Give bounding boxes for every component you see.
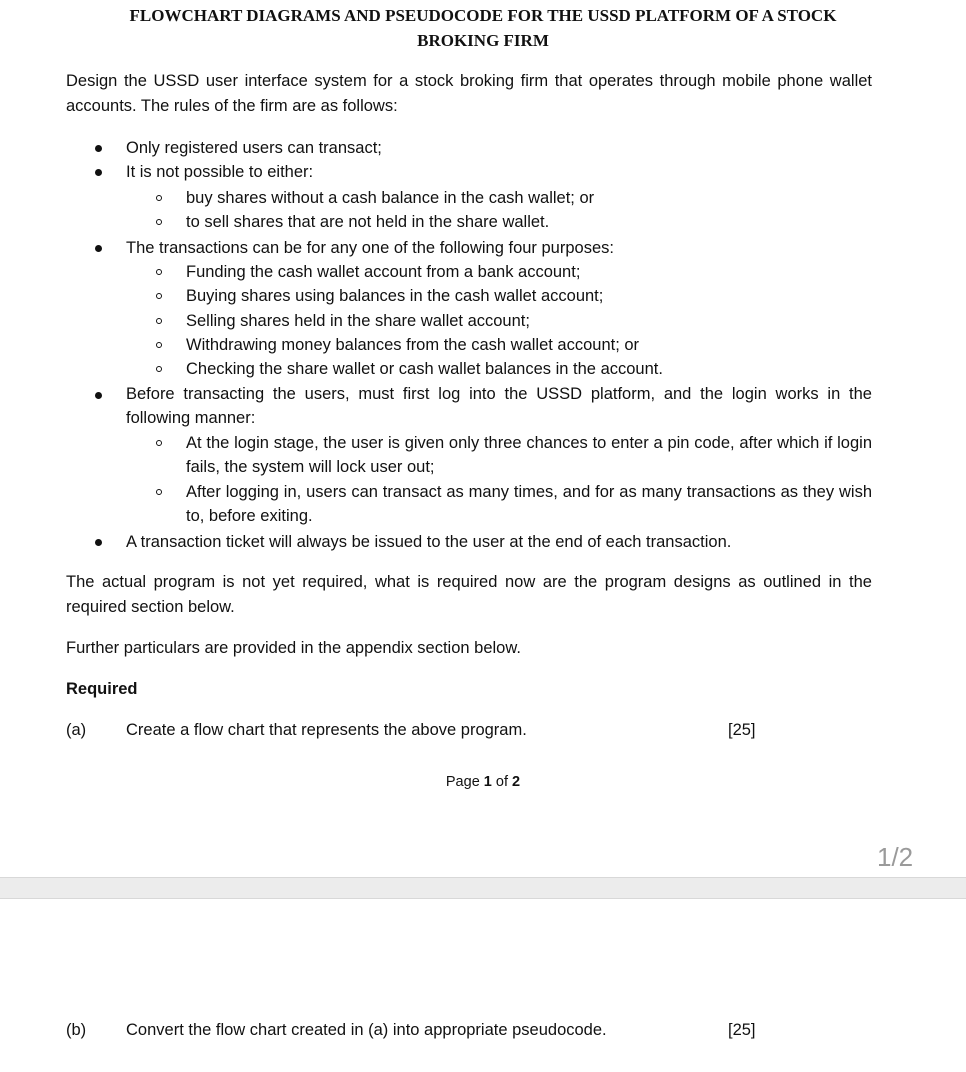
required-heading: Required	[66, 680, 138, 698]
document-title-line2: BROKING FIRM	[417, 31, 549, 50]
sub-bullet-icon	[156, 219, 162, 225]
sub-bullet-icon	[156, 489, 162, 495]
question-b-marks: [25]	[728, 1021, 756, 1039]
rule-subitem: Funding the cash wallet account from a bank account;	[186, 263, 581, 281]
footer-prefix: Page	[445, 774, 484, 790]
sub-bullet-icon	[156, 318, 162, 324]
page-indicator: 1/2	[877, 842, 914, 872]
sub-bullet-icon	[156, 293, 162, 299]
rule-subitem: Selling shares held in the share wallet account;	[186, 312, 530, 330]
rule-item: The transactions can be for any one of the following four purposes:	[126, 239, 614, 257]
question-b-text: Convert the flow chart created in (a) into appropriate pseudocode.	[126, 1021, 607, 1039]
rule-subitem: Withdrawing money balances from the cash wallet account; or	[186, 336, 640, 354]
rule-subitem: buy shares without a cash balance in the cash wallet; or	[186, 189, 595, 207]
rule-subitem: Checking the share wallet or cash wallet balances in the account.	[186, 360, 663, 378]
page-separator-line-top	[0, 877, 966, 878]
sub-bullet-icon	[156, 269, 162, 275]
rule-subitem: Buying shares using balances in the cash wallet account;	[186, 287, 604, 305]
question-b-label: (b)	[66, 1021, 87, 1039]
question-a-text: Create a flow chart that represents the above program.	[126, 721, 527, 739]
rule-item: It is not possible to either:	[126, 163, 314, 181]
sub-bullet-icon	[156, 440, 162, 446]
bullet-icon	[95, 145, 102, 152]
rule-subitem: After logging in, users can transact as many times, and for as many transactions as they wish to, before exiting.	[186, 483, 872, 526]
bullet-icon	[95, 245, 102, 252]
bullet-icon	[95, 539, 102, 546]
page-separator-line-bottom	[0, 898, 966, 899]
intro-paragraph: Design the USSD user interface system for a stock broking firm that operates through mobile phone wallet accounts. The rules of the firm are as follows:	[66, 72, 872, 115]
rule-item: A transaction ticket will always be issued to the user at the end of each transaction.	[126, 533, 732, 551]
rule-item: Only registered users can transact;	[126, 139, 382, 157]
bullet-icon	[95, 169, 102, 176]
appendix-paragraph: Further particulars are provided in the appendix section below.	[66, 639, 521, 657]
bullet-icon	[95, 392, 102, 399]
footer-middle: of	[491, 774, 513, 790]
sub-bullet-icon	[156, 195, 162, 201]
designs-paragraph: The actual program is not yet required, what is required now are the program designs as outlined in the required section below.	[66, 573, 872, 616]
page-separator	[0, 877, 966, 899]
document-title-line1: FLOWCHART DIAGRAMS AND PSEUDOCODE FOR THE USSD PLATFORM OF A STOCK	[129, 6, 837, 25]
footer-total-pages: 2	[512, 774, 521, 790]
question-a-label: (a)	[66, 721, 87, 739]
rule-item: Before transacting the users, must first log into the USSD platform, and the login works in the following manner:	[126, 385, 872, 428]
rule-subitem: At the login stage, the user is given only three chances to enter a pin code, after which if login fails, the system will lock user out;	[186, 434, 872, 477]
rule-subitem: to sell shares that are not held in the share wallet.	[186, 213, 550, 231]
page-footer	[0, 774, 966, 790]
sub-bullet-icon	[156, 342, 162, 348]
footer-current-page: 1	[483, 774, 492, 790]
sub-bullet-icon	[156, 366, 162, 372]
question-a-marks: [25]	[728, 721, 756, 739]
